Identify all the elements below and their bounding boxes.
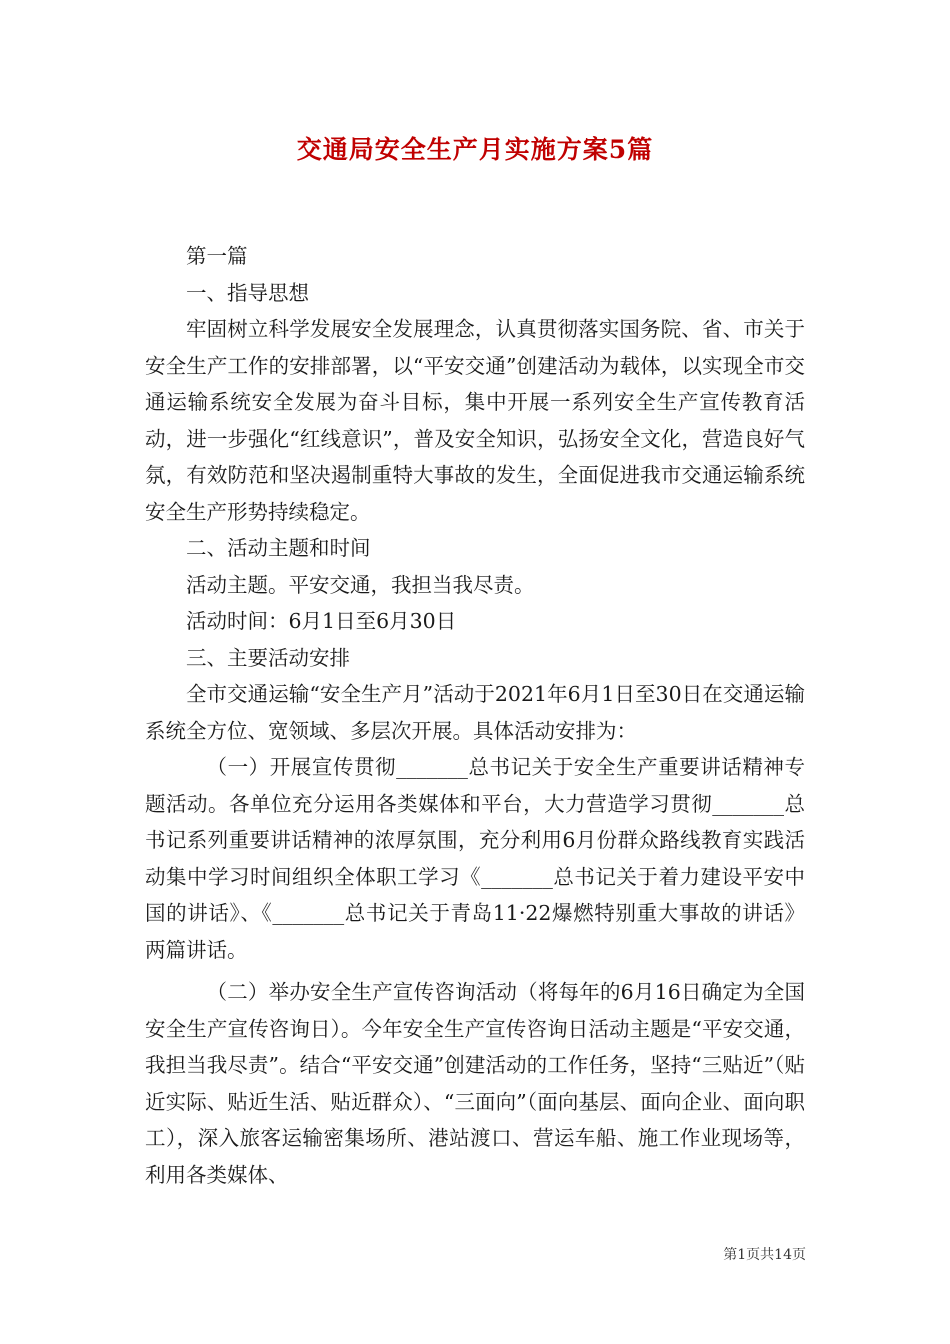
paragraph-activity-one: （一）开展宣传贯彻_______总书记关于安全生产重要讲话精神专题活动。各单位充分运用各类媒体和平台，大力营造学习贯彻_______总书记系列重要讲话精神的浓厚氛围，充分利用6月份群众路线教育实践活动集中学习时间组织全体职工学习《_______总书记关于着力建设平安中国的讲话》、《_______总书记关于青岛11·22爆燃特别重大事故的讲话》两篇讲话。 [145, 755, 805, 962]
paragraph-activity-theme: 活动主题。平安交通，我担当我尽责。 [186, 572, 535, 597]
heading-guiding-ideology: 一、指导思想 [186, 280, 309, 305]
page-number: 第1页共14页 [723, 1247, 806, 1263]
paragraph-activities-intro: 全市交通运输“安全生产月”活动于2021年6月1日至30日在交通运输系统全方位、宽领域、多层次开展。具体活动安排为： [145, 682, 805, 743]
heading-theme-and-time: 二、活动主题和时间 [186, 536, 371, 560]
section-label: 第一篇 [186, 244, 248, 268]
paragraph-activity-two: （二）举办安全生产宣传咨询活动（将每年的6月16日确定为全国安全生产宣传咨询日）。今年安全生产宣传咨询日活动主题是“平安交通，我担当我尽责”。结合“平安交通”创建活动的工作任务，坚持“三贴近”（贴近实际、贴近生活、贴近群众）、“三面向”（面向基层、面向企业、面向职工），深入旅客运输密集场所、港站渡口、营运车船、施工作业现场等，利用各类媒体、 [145, 980, 805, 1187]
document-body [145, 238, 805, 1193]
paragraph-guiding-ideology: 牢固树立科学发展安全发展理念，认真贯彻落实国务院、省、市关于安全生产工作的安排部署，以“平安交通”创建活动为载体，以实现全市交通运输系统安全发展为奋斗目标，集中开展一系列安全生产宣传教育活动，进一步强化“红线意识”，普及安全知识，弘扬安全文化，营造良好气氛，有效防范和坚决遏制重特大事故的发生，全面促进我市交通运输系统安全生产形势持续稳定。 [145, 317, 805, 524]
document-title: 交通局安全生产月实施方案5篇 [296, 135, 654, 164]
heading-main-activities: 三、主要活动安排 [186, 645, 350, 670]
paragraph-activity-time: 活动时间：6月1日至6月30日 [186, 609, 457, 633]
